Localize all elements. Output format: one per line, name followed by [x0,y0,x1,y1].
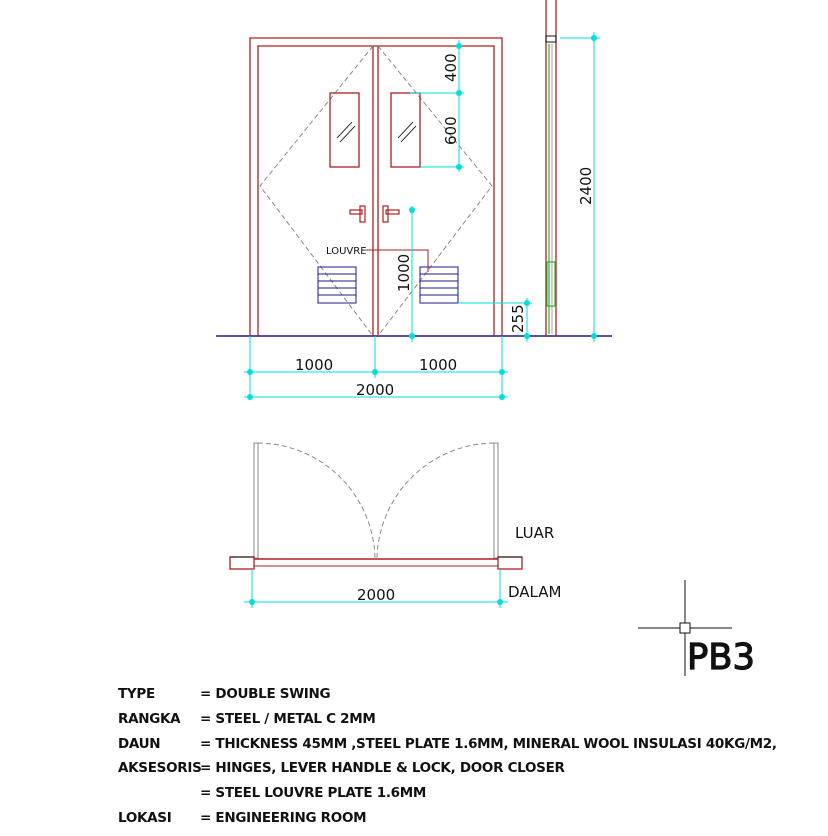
dim-vision-height: 600 [442,116,460,145]
vision-panel-right [391,93,420,167]
plan-swing-arcs [258,443,494,558]
spec-row-type [118,686,818,711]
dim-leaf-left: 1000 [295,356,334,374]
dim-louvre-bottom: 255 [509,304,527,333]
specification-table [118,686,818,835]
spec-row-rangka [118,711,818,736]
elevation-dimension-texts [295,53,595,399]
dim-total-width: 2000 [356,381,395,399]
spec-label: AKSESORIS [118,760,202,777]
spec-value: = STEEL LOUVRE PLATE 1.6MM [200,785,427,802]
spec-value: = STEEL / METAL C 2MM [200,710,376,727]
door-section [546,0,556,336]
door-frame [250,38,502,336]
plan-label-outside: LUAR [515,524,555,542]
spec-value: = HINGES, LEVER HANDLE & LOCK, DOOR CLOSER [200,760,565,777]
spec-label: DAUN [118,735,161,752]
spec-value: = DOUBLE SWING [200,686,331,702]
lever-handle-right [383,206,399,222]
spec-row-aksesoris-louvre [118,785,818,810]
spec-value: = THICKNESS 45MM ,STEEL PLATE 1.6MM, MINERAL WOOL INSULASI 40KG/M2, [200,735,777,752]
plan-wall [230,557,522,569]
louvre-left [318,267,356,303]
vision-panel-left [330,93,359,167]
spec-label: RANGKA [118,710,181,727]
door-type-tag: PB3 [687,637,755,678]
door-elevation [216,32,612,400]
louvre-right [420,267,458,303]
spec-label: LOKASI [118,809,172,826]
spec-row-lokasi [118,810,818,835]
section-louvre [547,262,555,306]
louvre-label: LOUVRE [326,246,367,257]
spec-label: TYPE [118,686,155,702]
lever-handle-left [350,206,365,222]
dim-vision-top: 400 [442,53,460,82]
spec-row-aksesoris [118,760,818,785]
spec-value: = ENGINEERING ROOM [200,809,367,826]
door-tag [638,580,755,678]
plan-label-inside: DALAM [508,583,562,601]
elevation-dimension-nodes [247,35,597,400]
door-plan [230,443,561,608]
dim-height-total: 2400 [577,166,595,205]
dim-louvre-height: 1000 [395,253,413,292]
spec-row-daun [118,736,818,761]
plan-dim-width: 2000 [357,586,396,604]
dim-leaf-right: 1000 [419,356,458,374]
swing-indicator [260,46,492,336]
